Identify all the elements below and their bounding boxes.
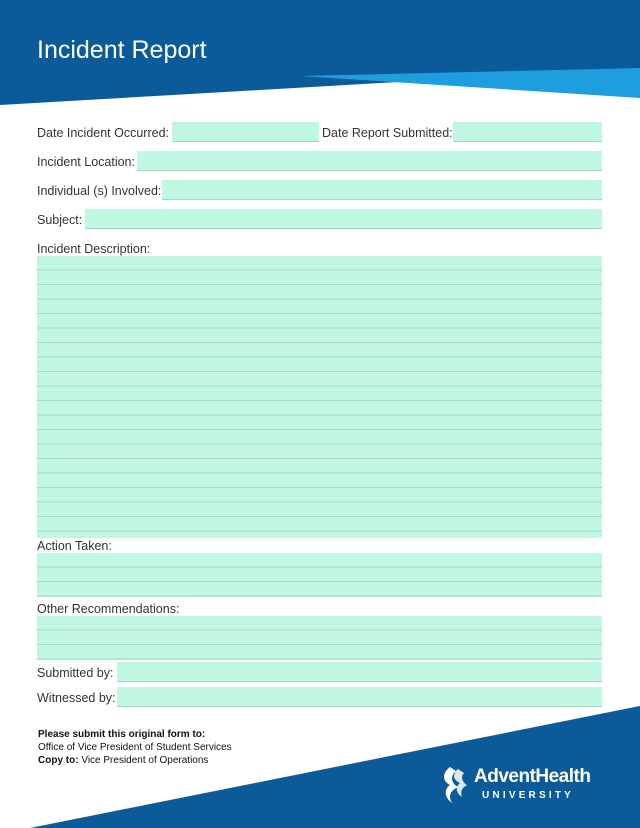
- subject-field[interactable]: [85, 209, 602, 229]
- date-occurred-label: Date Incident Occurred:: [37, 126, 170, 140]
- individuals-field[interactable]: [162, 180, 602, 200]
- submit-to: Office of Vice President of Student Services: [38, 742, 232, 753]
- date-submitted-field[interactable]: [453, 122, 602, 142]
- page-title: Incident Report: [37, 36, 207, 64]
- description-label: Incident Description:: [37, 242, 151, 256]
- date-submitted-label: Date Report Submitted:: [322, 126, 453, 140]
- recommendations-label: Other Recommendations:: [37, 602, 180, 616]
- action-textarea[interactable]: [37, 553, 602, 597]
- action-label: Action Taken:: [37, 539, 112, 553]
- copy-to-line: [38, 755, 208, 766]
- recommendations-textarea[interactable]: [37, 616, 602, 660]
- copy-to: Vice President of Operations: [78, 755, 209, 766]
- individuals-label: Individual (s) Involved:: [37, 184, 162, 198]
- witnessed-by-label: Witnessed by:: [37, 691, 116, 705]
- submit-heading: Please submit this original form to:: [38, 729, 206, 740]
- logo-name: AdventHealth: [474, 766, 591, 787]
- date-occurred-field[interactable]: [172, 122, 319, 142]
- subject-label: Subject:: [37, 213, 83, 227]
- submitted-by-field[interactable]: [117, 662, 602, 682]
- description-textarea[interactable]: [37, 256, 602, 538]
- logo-subtitle: UNIVERSITY: [482, 790, 575, 801]
- submitted-by-label: Submitted by:: [37, 666, 114, 680]
- location-label: Incident Location:: [37, 155, 135, 169]
- copy-label: Copy to:: [38, 755, 79, 766]
- location-field[interactable]: [137, 151, 602, 171]
